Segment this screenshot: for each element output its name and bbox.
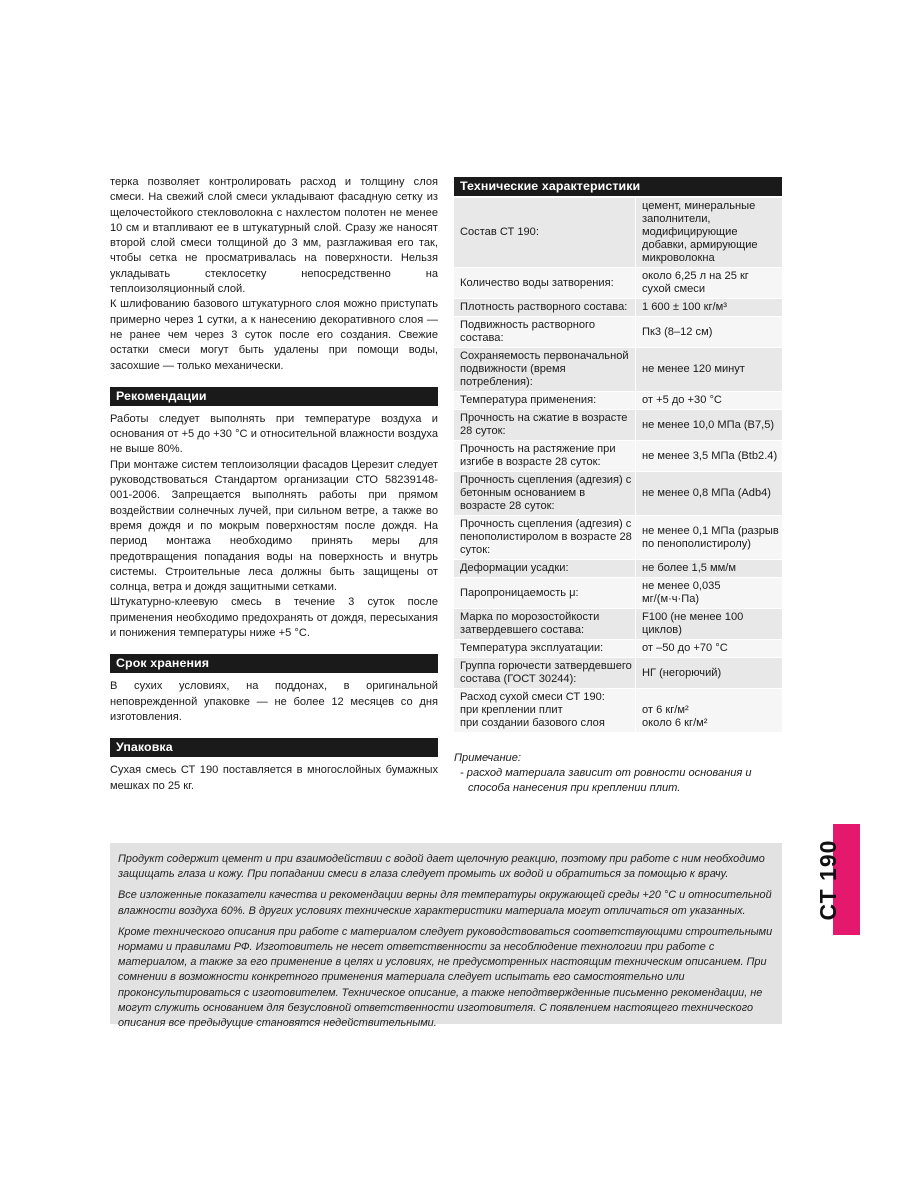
- spec-key: Прочность на растяжение при изгибе в возрасте 28 суток:: [454, 441, 636, 472]
- recommendations-paragraph: Работы следует выполнять при температуре воздуха и основания от +5 до +30 °С и относительной влажности воздуха не выше 80%.: [110, 412, 438, 456]
- spec-key: Марка по морозостойкости затвердевшего состава:: [454, 609, 636, 640]
- notes: [454, 751, 782, 796]
- spec-value: не менее 10,0 МПа (В7,5): [636, 410, 783, 441]
- spec-row: [454, 441, 782, 472]
- spec-key: Количество воды затворения:: [454, 268, 636, 299]
- spec-key: Группа горючести затвердевшего состава (ГОСТ 30244):: [454, 658, 636, 689]
- spec-value: 1 600 ± 100 кг/м³: [636, 299, 783, 317]
- spec-value: не менее 0,8 МПа (Аdb4): [636, 472, 783, 516]
- spec-key: Паропроницаемость μ:: [454, 578, 636, 609]
- spec-key: Подвижность растворного состава:: [454, 317, 636, 348]
- spec-key: Сохраняемость первоначальной подвижности (время потребления):: [454, 348, 636, 392]
- spec-row: [454, 317, 782, 348]
- recommendations-paragraph: При монтаже систем теплоизоляции фасадов Церезит следует руководствоваться Стандартом организации СТО 58239148-001-2006. Запрещается выполнять работы при прямом воздействии солнечных лучей, при сильном ветре, а также во время дождя и по мокрым поверхностям после дождя. На период монтажа необходимо принять меры для предотвращения попадания воды на поверхность и внутрь системы. Строительные леса должны быть защищены от солнца, ветра и дождя защитными сетками.: [110, 458, 438, 594]
- right-column: [454, 177, 782, 796]
- spec-row: [454, 410, 782, 441]
- specs-table: [454, 198, 782, 733]
- spec-value: НГ (негорючий): [636, 658, 783, 689]
- spec-row: [454, 348, 782, 392]
- packaging-text: Сухая смесь СТ 190 поставляется в многослойных бумажных мешках по 25 кг.: [110, 764, 438, 792]
- spec-row: [454, 268, 782, 299]
- spec-value: от –50 до +70 °С: [636, 640, 783, 658]
- disclaimer-paragraph: Все изложенные показатели качества и рекомендации верны для температуры окружающей среды +20 °С и относительной влажности воздуха 60%. В других условиях технические характеристики материала могут отличаться от указанных.: [118, 889, 772, 917]
- spec-key: Расход сухой смеси СТ 190: при креплении плит при создании базового слоя: [454, 689, 636, 733]
- spec-value: не менее 0,035 мг/(м·ч·Па): [636, 578, 783, 609]
- spec-value: Пк3 (8–12 см): [636, 317, 783, 348]
- spec-row: [454, 472, 782, 516]
- spec-key: Плотность растворного состава:: [454, 299, 636, 317]
- notes-item: - расход материала зависит от ровности основания и способа нанесения при креплении плит.: [460, 767, 752, 794]
- specs-header: Технические характеристики: [454, 177, 782, 196]
- disclaimer-paragraph: Продукт содержит цемент и при взаимодействии с водой дает щелочную реакцию, поэтому при работе с ним необходимо защищать глаза и кожу. При попадании смеси в глаза следует промыть их водой и обратиться за помощью к врачу.: [118, 853, 765, 881]
- spec-value: от +5 до +30 °С: [636, 392, 783, 410]
- spec-value: цемент, минеральные заполнители, модифицирующие добавки, армирующие микроволокна: [636, 198, 783, 268]
- spec-key: Прочность на сжатие в возрасте 28 суток:: [454, 410, 636, 441]
- intro-paragraph: терка позволяет контролировать расход и толщину слоя смеси. На свежий слой смеси укладывают фасадную сетку из щелочестойкого стекловолокна с нахлестом полотен не менее 10 см и втапливают ее в штукатурный слой. Сразу же наносят второй слой смеси толщиной до 3 мм, разглаживая его так, чтобы сетка не просматривалась на поверхности. Нельзя укладывать стеклосетку непосредственно на теплоизоляционный слой.: [110, 176, 438, 296]
- spec-row: [454, 299, 782, 317]
- spec-row: [454, 516, 782, 560]
- spec-value: около 6,25 л на 25 кг сухой смеси: [636, 268, 783, 299]
- spec-row: [454, 609, 782, 640]
- disclaimer-paragraph: Кроме технического описания при работе с материалом следует руководствоваться соответствующими строительными нормами и правилами РФ. Изготовитель не несет ответственности за несоблюдение технологии при работе с материалом, а также за его применение в целях и условиях, не предусмотренных настоящим техническим описанием. При сомнении в возможности конкретного применения материала следует испытать его самостоятельно или проконсультироваться с изготовителем. Техническое описание, а также неподтвержденные письменно рекомендации, не могут служить основанием для безусловной ответственности изготовителя. С появлением настоящего технического описания все предыдущие становятся недействительными.: [118, 925, 773, 1030]
- spec-key: Температура эксплуатации:: [454, 640, 636, 658]
- disclaimer-box: [110, 843, 782, 1030]
- notes-title: Примечание:: [454, 752, 521, 764]
- product-code-label: СТ 190: [815, 839, 841, 921]
- spec-key: Деформации усадки:: [454, 560, 636, 578]
- spec-value: F100 (не менее 100 циклов): [636, 609, 783, 640]
- intro-paragraph: К шлифованию базового штукатурного слоя можно приступать примерно через 1 сутки, а к нанесению декоративного слоя — не ранее чем через 3 суток после его создания. Свежие остатки смеси могут быть удалены при помощи воды, засохшие — только механически.: [110, 298, 438, 372]
- spec-row: [454, 640, 782, 658]
- spec-value: от 6 кг/м² около 6 кг/м²: [636, 689, 783, 733]
- storage-text: В сухих условиях, на поддонах, в оригинальной неповрежденной упаковке — не более 12 месяцев со дня изготовления.: [110, 680, 438, 723]
- spec-row: [454, 198, 782, 268]
- spec-value: не менее 0,1 МПа (разрыв по пенополистиролу): [636, 516, 783, 560]
- spec-key: Прочность сцепления (адгезия) с пенополистиролом в возрасте 28 суток:: [454, 516, 636, 560]
- recommendations-header: Рекомендации: [110, 387, 438, 406]
- spec-row: [454, 578, 782, 609]
- left-column: [110, 175, 438, 794]
- spec-key: Температура применения:: [454, 392, 636, 410]
- recommendations-paragraph: Штукатурно-клеевую смесь в течение 3 суток после применения необходимо предохранять от дождя, пересыхания и понижения температуры ниже +5 °С.: [110, 596, 438, 640]
- spec-key: Состав СТ 190:: [454, 198, 636, 268]
- spec-row: [454, 560, 782, 578]
- spec-value: не более 1,5 мм/м: [636, 560, 783, 578]
- spec-row: [454, 689, 782, 733]
- spec-key: Прочность сцепления (адгезия) с бетонным основанием в возрасте 28 суток:: [454, 472, 636, 516]
- storage-header: Срок хранения: [110, 654, 438, 673]
- spec-value: не менее 120 минут: [636, 348, 783, 392]
- spec-row: [454, 392, 782, 410]
- packaging-header: Упаковка: [110, 738, 438, 757]
- spec-row: [454, 658, 782, 689]
- spec-value: не менее 3,5 МПа (Вtb2.4): [636, 441, 783, 472]
